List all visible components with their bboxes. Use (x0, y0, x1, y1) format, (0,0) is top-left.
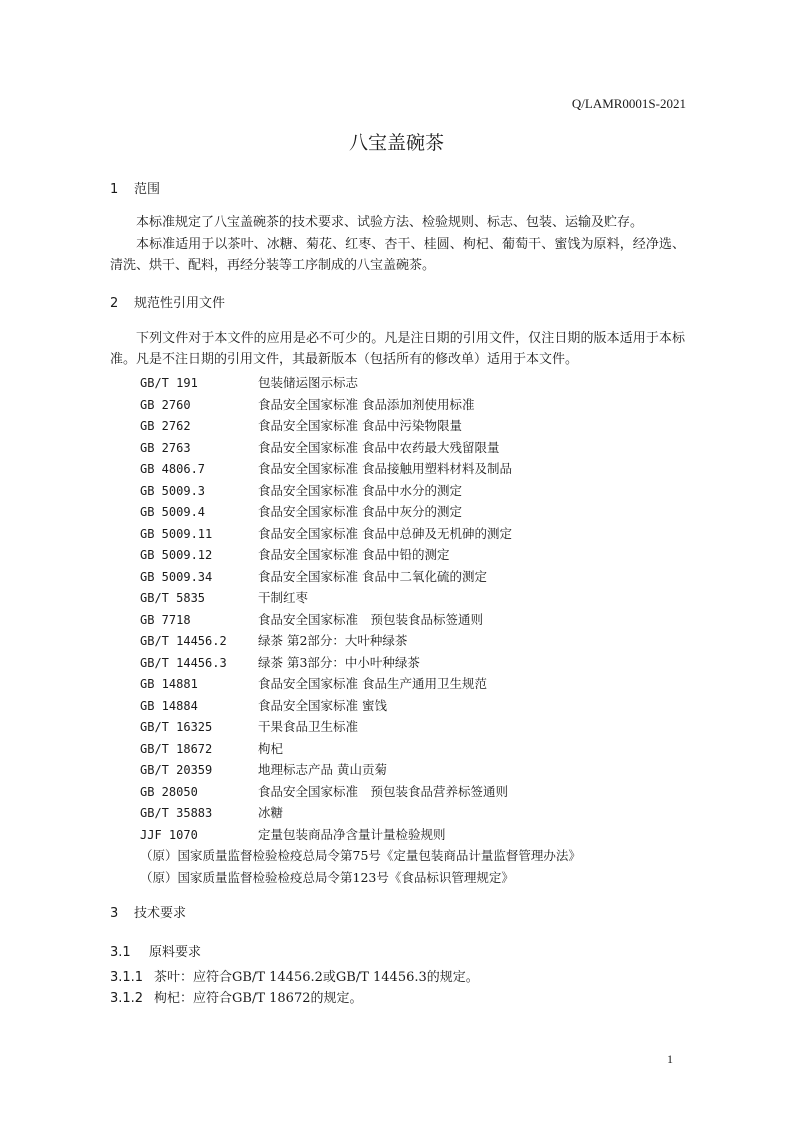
reference-name: 地理标志产品 黄山贡菊 (258, 762, 387, 777)
reference-name: 食品安全国家标准 食品中污染物限量 (258, 418, 462, 433)
section-number: 3 (110, 906, 119, 921)
reference-name: 食品安全国家标准 食品中总砷及无机砷的测定 (258, 525, 512, 541)
reference-item (140, 587, 308, 608)
reference-code: GB/T 20359 (140, 763, 213, 777)
reference-code: JJF 1070 (140, 827, 198, 842)
reference-code: GB 5009.4 (140, 505, 206, 519)
reference-item (140, 673, 487, 694)
reference-name: 食品安全国家标准 预包装食品营养标签通则 (258, 783, 509, 799)
reference-code: GB 2760 (140, 397, 191, 412)
reference-name: 食品安全国家标准 食品中二氧化硫的测定 (258, 568, 487, 584)
reference-code: GB/T 18672 (140, 741, 213, 756)
clause-text: 应符合GB/T 18672的规定。 (193, 991, 363, 1006)
reference-name: 干果食品卫生标准 (258, 719, 359, 734)
reference-item (140, 738, 283, 759)
reference-item (140, 566, 487, 587)
section-number: 1 (110, 182, 119, 197)
reference-name: 食品安全国家标准 食品接触用塑料材料及制品 (258, 461, 512, 476)
document-code: Q/LAMR0001S-2021 (571, 96, 686, 111)
clause-tea (110, 967, 479, 988)
reference-item (140, 501, 462, 522)
reference-name: 绿茶 第2部分：大叶种绿茶 (258, 633, 408, 648)
scope-paragraph-2: 本标准适用于以茶叶、冰糖、菊花、红枣、杏干、桂圆、枸杞、葡萄干、蜜饯为原料，经净选、清洗、烘干、配料，再经分装等工序制成的八宝盖碗茶。 (110, 237, 685, 273)
reference-code: GB/T 35883 (140, 806, 213, 820)
reference-item (140, 544, 449, 565)
section-title: 技术要求 (134, 906, 187, 921)
reference-code: GB 5009.3 (140, 483, 206, 498)
reference-item (140, 716, 358, 737)
reference-code: GB 2763 (140, 440, 191, 455)
reference-name: 食品安全国家标准 食品中铅的测定 (258, 547, 450, 562)
reference-item (140, 415, 462, 436)
subsection-number: 3.1 (110, 945, 131, 960)
subsection-heading-raw-materials (110, 941, 201, 960)
reference-name: 冰糖 (258, 805, 284, 820)
reference-name: 绿茶 第3部分：中小叶种绿茶 (258, 654, 420, 670)
reference-code: GB/T 191 (140, 376, 198, 390)
reference-code: GB 28050 (140, 784, 198, 799)
reference-item (140, 652, 420, 673)
reference-code: GB 14881 (140, 677, 198, 691)
reference-code: GB 4806.7 (140, 462, 206, 476)
reference-law: （原）国家质量监督检验检疫总局令第123号《食品标识管理规定》 (140, 869, 514, 885)
scope-paragraph-1: 本标准规定了八宝盖碗茶的技术要求、试验方法、检验规则、标志、包装、运输及贮存。 (136, 215, 644, 230)
reference-item (140, 523, 512, 544)
reference-item (140, 458, 512, 479)
reference-item (140, 609, 483, 630)
subsection-title: 原料要求 (149, 945, 202, 960)
clause-label: 茶叶： (154, 970, 194, 985)
reference-code: GB 2762 (140, 419, 191, 433)
reference-law: （原）国家质量监督检验检疫总局令第75号《定量包装商品计量监督管理办法》 (140, 848, 581, 863)
section-heading-scope (110, 178, 160, 197)
clause-number: 3.1.1 (110, 970, 144, 985)
reference-code: GB 7718 (140, 612, 191, 627)
reference-item (140, 759, 387, 780)
reference-item (140, 630, 407, 651)
clause-text: 应符合GB/T 14456.2或GB/T 14456.3的规定。 (193, 970, 479, 985)
reference-code: GB 5009.12 (140, 548, 213, 562)
section-title: 范围 (134, 182, 161, 197)
section-heading-technical (110, 902, 186, 921)
section-heading-references (110, 292, 225, 311)
clause-goji (110, 988, 363, 1009)
page-number: 1 (667, 1052, 673, 1066)
section-title: 规范性引用文件 (134, 296, 226, 311)
section-number: 2 (110, 296, 119, 311)
reference-code: GB/T 14456.3 (140, 655, 227, 670)
reference-item (140, 372, 358, 393)
reference-item (140, 802, 283, 823)
clause-number: 3.1.2 (110, 991, 144, 1006)
document-title: 八宝盖碗茶 (348, 132, 444, 154)
reference-code: GB/T 14456.2 (140, 634, 227, 648)
reference-name: 食品安全国家标准 食品添加剂使用标准 (258, 396, 475, 412)
reference-item (140, 781, 508, 802)
reference-name: 食品安全国家标准 预包装食品标签通则 (258, 611, 484, 627)
reference-name: 食品安全国家标准 食品中水分的测定 (258, 482, 462, 498)
reference-code: GB 5009.34 (140, 569, 213, 584)
reference-item (140, 480, 462, 501)
reference-item (140, 437, 499, 458)
references-intro: 下列文件对于本文件的应用是必不可少的。凡是注日期的引用文件，仅注日期的版本适用于本标准。凡是不注日期的引用文件，其最新版本（包括所有的修改单）适用于本文件。 (110, 331, 685, 367)
reference-name: 食品安全国家标准 食品生产通用卫生规范 (258, 676, 487, 691)
reference-name: 食品安全国家标准 食品中灰分的测定 (258, 504, 462, 519)
reference-code: GB 5009.11 (140, 526, 213, 541)
reference-name: 定量包装商品净含量计量检验规则 (258, 826, 446, 842)
reference-code: GB 14884 (140, 698, 198, 713)
reference-name: 枸杞 (258, 740, 284, 756)
reference-name: 食品安全国家标准 食品中农药最大残留限量 (258, 439, 500, 455)
reference-item (140, 824, 446, 845)
reference-item (140, 695, 387, 716)
clause-label: 枸杞： (154, 991, 194, 1006)
reference-code: GB/T 5835 (140, 591, 206, 605)
reference-code: GB/T 16325 (140, 720, 213, 734)
reference-item (140, 394, 474, 415)
reference-name: 干制红枣 (258, 590, 309, 605)
reference-name: 食品安全国家标准 蜜饯 (258, 697, 387, 713)
reference-name: 包装储运图示标志 (258, 375, 359, 390)
